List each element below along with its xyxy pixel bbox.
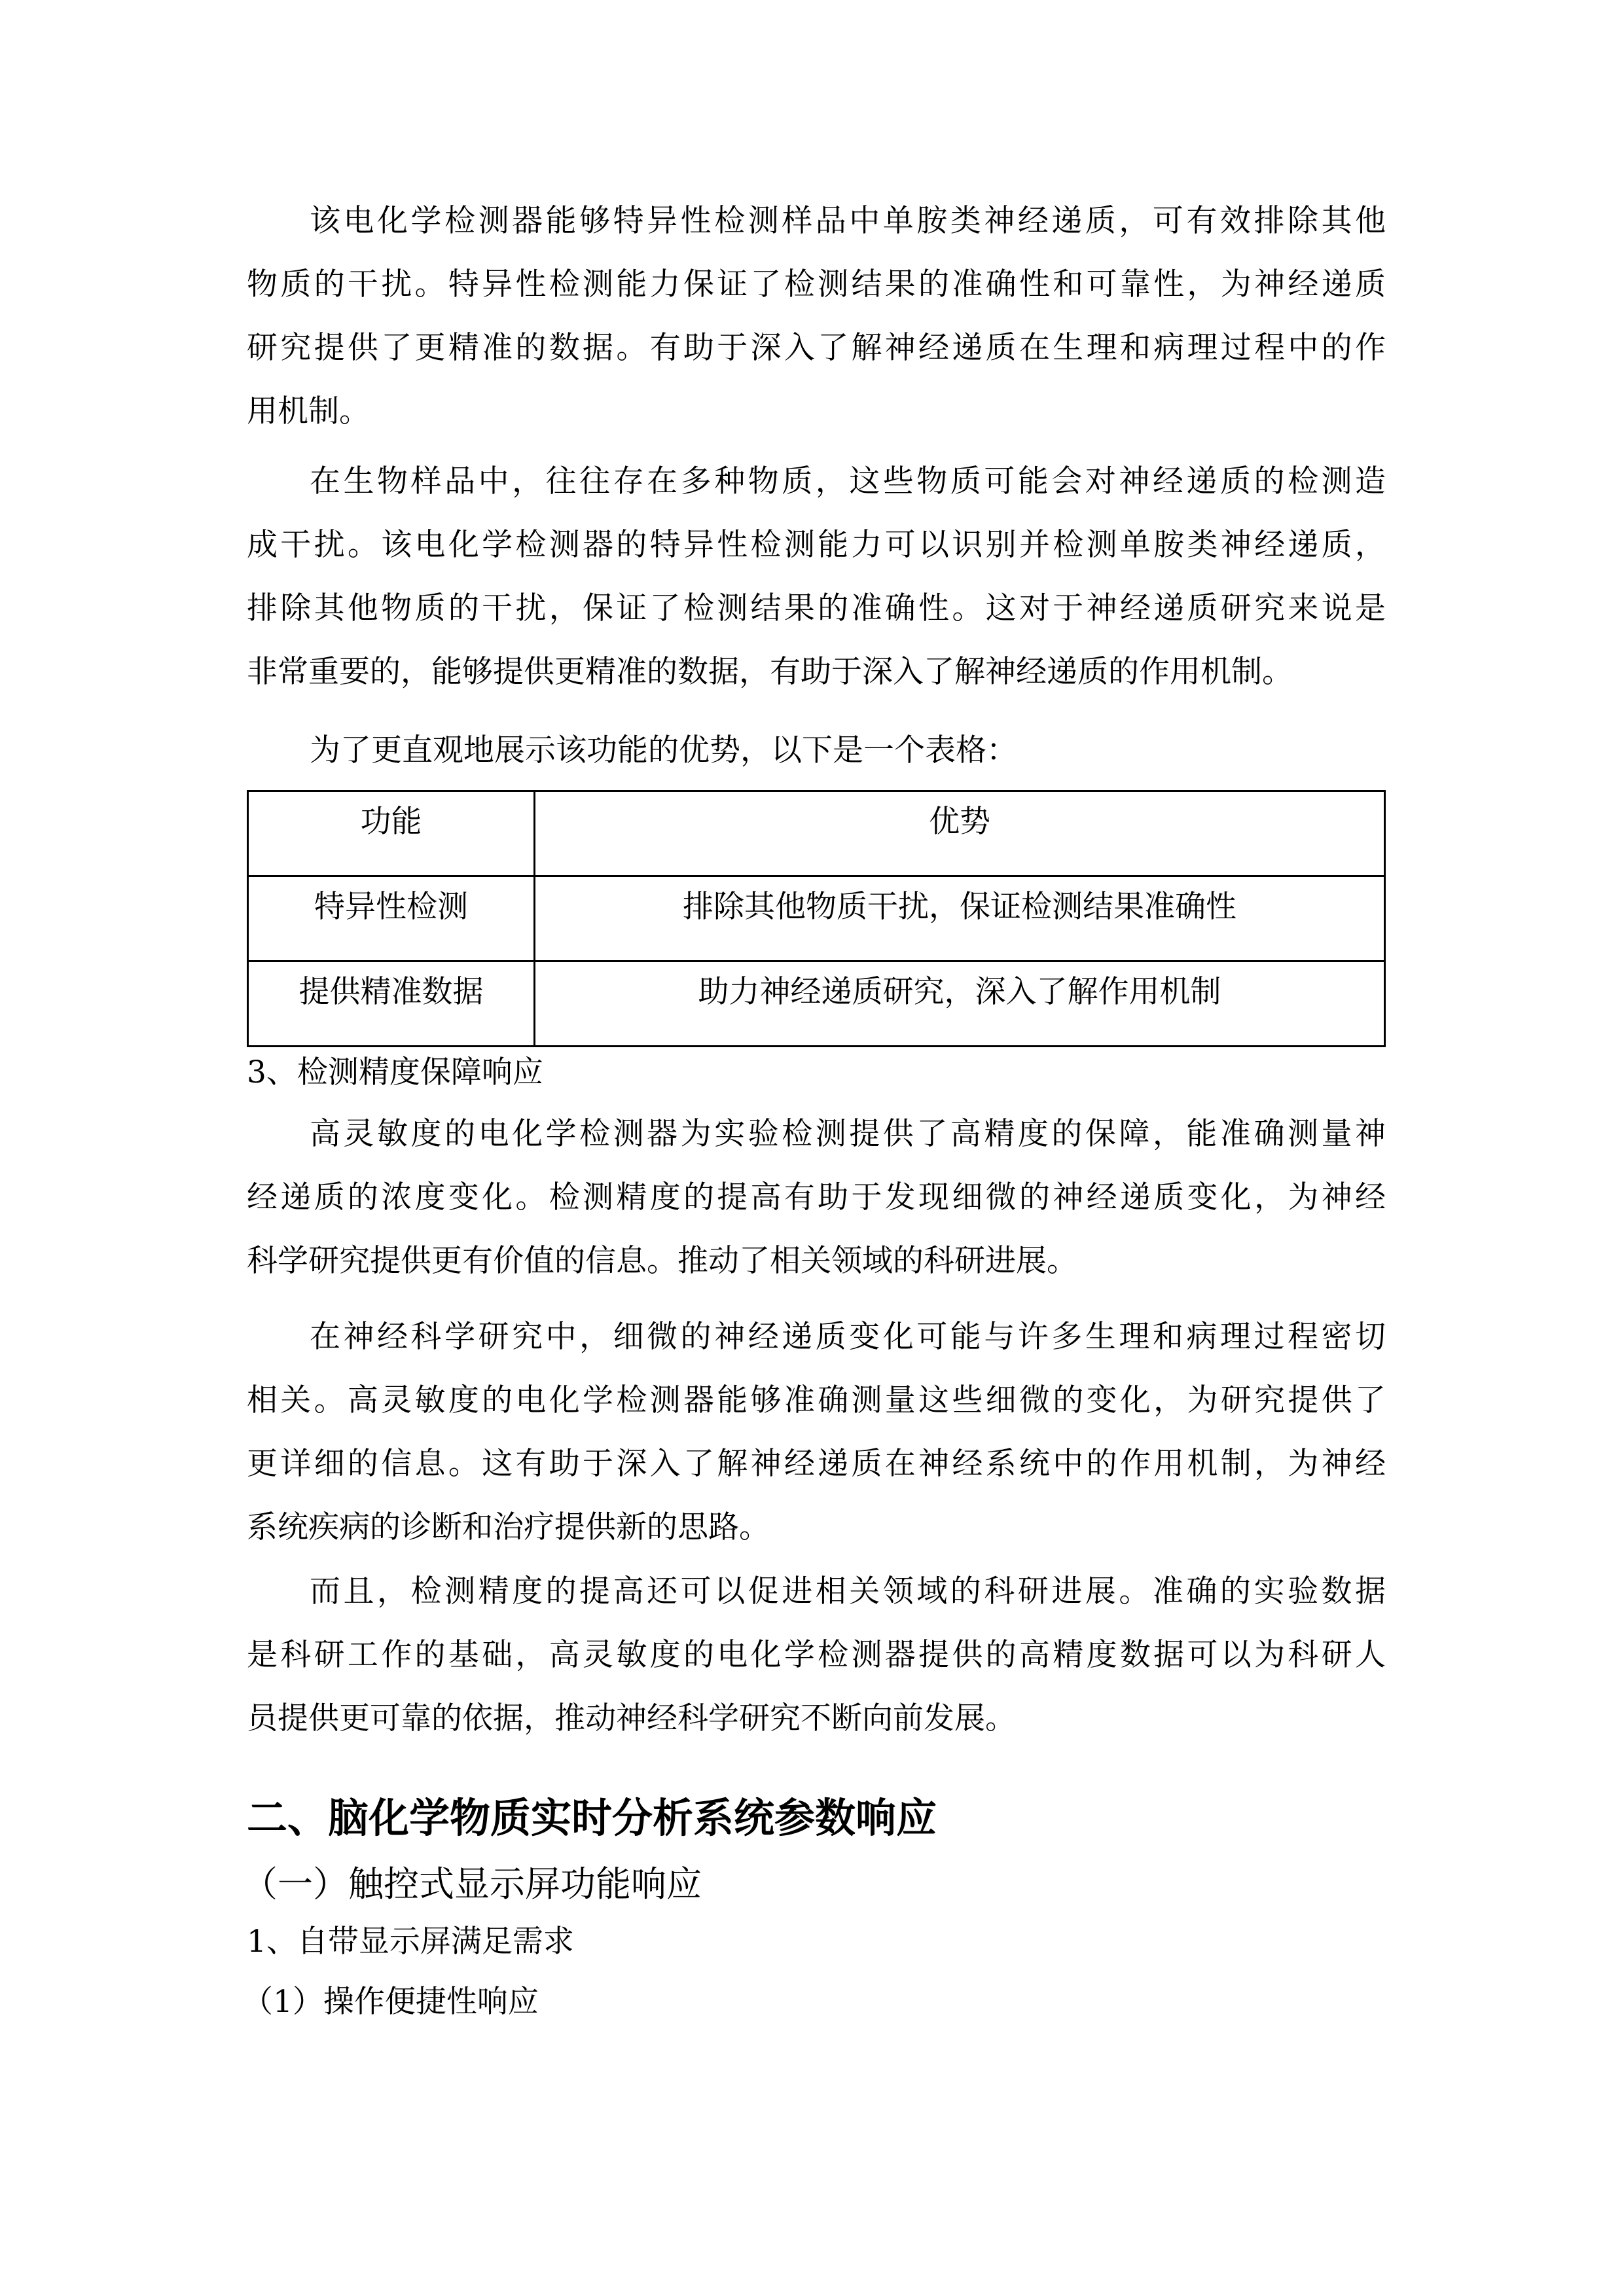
text-line: 用机制。 [247, 393, 370, 429]
text-line: 高灵敏度的电化学检测器为实验检测提供了高精度的保障，能准确测量神 [310, 1116, 1386, 1152]
text-line: 成干扰。该电化学检测器的特异性检测能力可以识别并检测单胺类神经递质， [247, 527, 1386, 563]
table-header-cell: 优势 [535, 791, 1385, 876]
text-line: 系统疾病的诊断和治疗提供新的思路。 [247, 1509, 770, 1545]
text-line: 在神经科学研究中，细微的神经递质变化可能与许多生理和病理过程密切 [310, 1319, 1386, 1355]
advantages-table [247, 790, 1386, 1047]
text-line: 排除其他物质的干扰，保证了检测结果的准确性。这对于神经递质研究来说是 [247, 590, 1386, 626]
text-line: 科学研究提供更有价值的信息。推动了相关领域的科研进展。 [247, 1243, 1077, 1279]
chapter-heading: 二、脑化学物质实时分析系统参数响应 [247, 1794, 937, 1842]
text-line: 该电化学检测器能够特异性检测样品中单胺类神经递质，可有效排除其他 [310, 203, 1386, 239]
table-cell: 提供精准数据 [248, 961, 535, 1047]
text-line: 在生物样品中，往往存在多种物质，这些物质可能会对神经递质的检测造 [310, 463, 1386, 499]
text-line: 经递质的浓度变化。检测精度的提高有助于发现细微的神经递质变化，为神经 [247, 1179, 1386, 1215]
table-row [248, 876, 1385, 961]
text-line: 更详细的信息。这有助于深入了解神经递质在神经系统中的作用机制，为神经 [247, 1446, 1386, 1482]
paragraph-progress [247, 1560, 1386, 1750]
text-line: 是科研工作的基础，高灵敏度的电化学检测器提供的高精度数据可以为科研人 [247, 1637, 1386, 1673]
text-line: 而且，检测精度的提高还可以促进相关领域的科研进展。准确的实验数据 [310, 1573, 1386, 1609]
text-line: 物质的干扰。特异性检测能力保证了检测结果的准确性和可靠性，为神经递质 [247, 266, 1386, 302]
table-intro: 为了更直观地展示该功能的优势，以下是一个表格： [310, 732, 1017, 768]
table-header-cell: 功能 [248, 791, 535, 876]
subsection-heading: （一）触控式显示屏功能响应 [242, 1863, 702, 1905]
paragraph-interference [247, 450, 1386, 704]
table-cell: 助力神经递质研究，深入了解作用机制 [535, 961, 1385, 1047]
text-line: 员提供更可靠的依据，推动神经科学研究不断向前发展。 [247, 1700, 1016, 1736]
section-heading-3: 3、检测精度保障响应 [247, 1054, 543, 1090]
text-line: 非常重要的，能够提供更精准的数据，有助于深入了解神经递质的作用机制。 [247, 654, 1293, 690]
subitem-heading: （1）操作便捷性响应 [242, 1984, 539, 2020]
table-cell: 特异性检测 [248, 876, 535, 961]
item-heading: 1、自带显示屏满足需求 [247, 1924, 574, 1960]
text-line: 相关。高灵敏度的电化学检测器能够准确测量这些细微的变化，为研究提供了 [247, 1382, 1386, 1418]
paragraph-neuroscience [247, 1305, 1386, 1559]
table-header-row [248, 791, 1385, 876]
table-cell: 排除其他物质干扰，保证检测结果准确性 [535, 876, 1385, 961]
paragraph-specificity [247, 189, 1386, 443]
text-line: 研究提供了更精准的数据。有助于深入了解神经递质在生理和病理过程中的作 [247, 330, 1386, 366]
table-row [248, 961, 1385, 1047]
paragraph-precision [247, 1102, 1386, 1293]
